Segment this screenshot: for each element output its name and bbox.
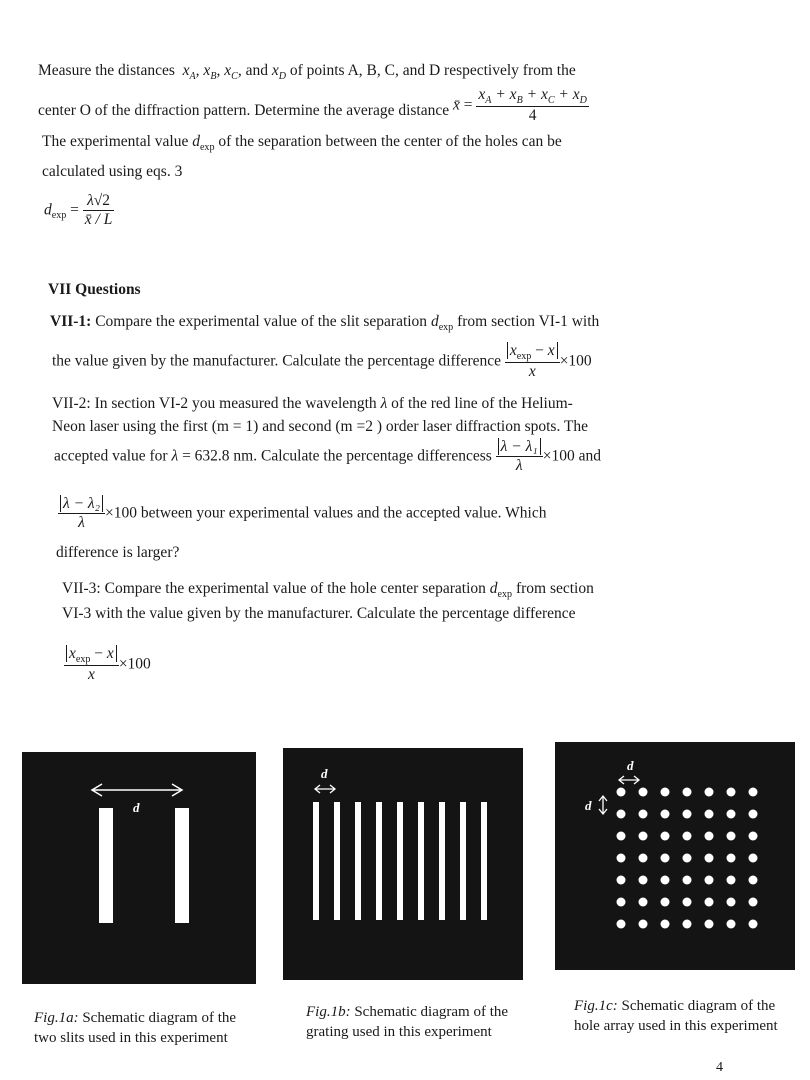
text: and: [245, 62, 268, 79]
text: accepted value for: [54, 447, 168, 465]
sub: exp: [438, 322, 454, 334]
grating-slit: [313, 802, 319, 920]
text: Compare the experimental value of the slit separation: [95, 313, 428, 330]
page-number: 4: [716, 1060, 723, 1075]
q1-line-2: [52, 342, 592, 381]
d-label: d: [321, 766, 328, 781]
hole: [617, 854, 626, 863]
hole: [683, 810, 692, 819]
times100: ×100: [118, 655, 151, 673]
lambda: λ: [171, 447, 179, 465]
xbar: x̄: [453, 96, 460, 114]
grating-slit: [397, 802, 403, 920]
hole: [749, 788, 758, 797]
hole: [639, 832, 648, 841]
hole: [617, 920, 626, 929]
sub: exp: [199, 142, 215, 154]
text: of the separation between the center of the holes can be: [218, 133, 562, 150]
sub: C: [547, 95, 555, 107]
hole: [661, 788, 670, 797]
eq: =: [463, 96, 473, 114]
hole: [705, 810, 714, 819]
hole: [727, 876, 736, 885]
hole: [661, 920, 670, 929]
figure-1c-panel: [555, 742, 795, 970]
hole: [727, 854, 736, 863]
x-over-L: x̄ / L: [84, 211, 113, 228]
figure-1a-diagram: [22, 752, 256, 984]
d-label-top: d: [627, 758, 634, 773]
hole: [661, 898, 670, 907]
math-var: x: [203, 62, 211, 79]
lambda-diff: λ − λ₁: [500, 438, 538, 455]
math-var: x: [87, 666, 95, 684]
plus: +: [495, 86, 506, 103]
q2-fraction-2: [58, 495, 105, 532]
figure-1b-panel: [283, 748, 523, 980]
hole: [661, 832, 670, 841]
sub: A: [485, 95, 492, 107]
hole: [727, 832, 736, 841]
figure-1a-caption: [34, 1008, 262, 1048]
math-var: d: [489, 580, 498, 597]
average-fraction: [476, 86, 589, 125]
lambda: λ: [380, 395, 388, 412]
equation-dexp: [44, 192, 114, 229]
para-line-2: [38, 86, 589, 125]
q1-fraction: [505, 342, 560, 381]
text: difference is larger?: [56, 544, 180, 561]
q3-line-1: [62, 580, 594, 600]
hole: [661, 876, 670, 885]
q2-line-2: [52, 418, 588, 436]
d-label-side: d: [585, 798, 592, 813]
para-line-4: [42, 163, 182, 181]
hole: [639, 788, 648, 797]
grating-slit: [418, 802, 424, 920]
times100: ×100: [559, 352, 592, 370]
text: = 632.8 nm. Calculate the percentage differencess: [182, 447, 492, 465]
caption-text: Schematic diagram of the grating used in this experiment: [306, 1004, 509, 1040]
sub: B: [210, 71, 217, 83]
hole: [617, 876, 626, 885]
figure-1c-caption: [574, 996, 800, 1036]
sub: D: [579, 95, 587, 107]
times100: ×100: [105, 504, 138, 522]
hole: [705, 920, 714, 929]
text: VII-2: In section VI-2 you measured the wavelength: [52, 395, 377, 412]
math-var: x: [528, 363, 536, 381]
q3-formula: [64, 645, 151, 684]
para-line-1: Measure the distances $x_A$, $x_B$, $x_C$, and $x_D$ of points A, B, C, and D respectively from the: [38, 62, 576, 83]
caption-title: Fig.1c:: [574, 998, 618, 1014]
hole: [705, 832, 714, 841]
hole: [727, 810, 736, 819]
grating-slit: [376, 802, 382, 920]
sub: D: [278, 71, 287, 83]
hole: [705, 876, 714, 885]
hole: [639, 898, 648, 907]
hole: [639, 876, 648, 885]
para-line-3: [42, 133, 562, 153]
math-var: x: [224, 62, 232, 79]
q2-line-5: [56, 544, 179, 562]
hole: [683, 832, 692, 841]
sub: exp: [75, 654, 91, 666]
grating-slit: [481, 802, 487, 920]
sqrt2: √2: [93, 192, 111, 209]
text: The experimental value: [42, 133, 189, 150]
hole: [683, 898, 692, 907]
hole: [639, 920, 648, 929]
grating-slit: [460, 802, 466, 920]
hole: [639, 854, 648, 863]
hole: [683, 788, 692, 797]
section-heading: VII Questions: [48, 281, 141, 298]
hole: [705, 788, 714, 797]
plus: +: [526, 86, 538, 103]
q1-line-1: [50, 313, 599, 333]
grating-slit: [355, 802, 361, 920]
math-var: x: [106, 645, 114, 662]
d-label: d: [133, 800, 140, 815]
sub: exp: [497, 589, 513, 601]
sub: B: [516, 95, 523, 107]
hole: [683, 876, 692, 885]
hole: [727, 920, 736, 929]
text: from section VI-1 with: [457, 313, 600, 330]
plus: +: [558, 86, 569, 103]
sub: exp: [51, 210, 67, 222]
math-var: x: [509, 86, 517, 103]
math-var: x: [478, 86, 486, 103]
caption-text: Schematic diagram of the two slits used in this experiment: [34, 1010, 237, 1046]
text: Measure the distances: [38, 62, 175, 79]
text: between your experimental values and the accepted value. Which: [140, 504, 547, 522]
minus: −: [94, 645, 104, 662]
denominator: 4: [528, 107, 537, 125]
hole: [661, 854, 670, 863]
text: of the red line of the Helium-: [391, 395, 573, 412]
hole: [705, 854, 714, 863]
eq: =: [70, 201, 79, 219]
text: of points A, B, C, and D respectively from the: [289, 62, 576, 79]
hole: [749, 832, 758, 841]
figure-1c-diagram: [555, 742, 795, 970]
grating-slit: [439, 802, 445, 920]
hole: [749, 898, 758, 907]
math-var: x: [572, 86, 580, 103]
hole: [749, 854, 758, 863]
hole: [749, 810, 758, 819]
q2-fraction-1: [496, 438, 543, 475]
hole: [727, 898, 736, 907]
text: the value given by the manufacturer. Calculate the percentage difference: [52, 352, 501, 370]
math-var: x: [271, 62, 279, 79]
text: Neon laser using the first (m = 1) and second (m =2 ) order laser diffraction spots. The: [52, 418, 589, 435]
lambda-diff: λ − λ₂: [63, 495, 101, 512]
math-var: d: [192, 133, 200, 150]
text: and: [578, 447, 601, 465]
slit-left: [99, 808, 113, 923]
dexp-fraction: [83, 192, 115, 229]
hole: [683, 854, 692, 863]
caption-title: Fig.1b:: [306, 1004, 351, 1020]
hole: [661, 810, 670, 819]
math-var: x: [547, 342, 555, 359]
hole: [749, 920, 758, 929]
times100: ×100: [542, 447, 575, 465]
hole: [617, 788, 626, 797]
hole: [617, 810, 626, 819]
caption-text: Schematic diagram of the hole array used in this experiment: [574, 998, 778, 1034]
hole: [617, 832, 626, 841]
sub: C: [231, 71, 238, 83]
text: VI-3 with the value given by the manufacturer. Calculate the percentage difference: [62, 605, 576, 622]
math-var: x: [540, 86, 548, 103]
math-var: x: [182, 62, 190, 79]
text: center O of the diffraction pattern. Determine the average distance: [38, 101, 450, 119]
math-var: d: [430, 313, 439, 330]
q3-line-2: [62, 605, 576, 623]
grating-slit: [334, 802, 340, 920]
q2-line-4: [58, 495, 546, 532]
text: from section: [515, 580, 594, 597]
sub: A: [189, 71, 196, 83]
figure-1a-panel: [22, 752, 256, 984]
math-var: x: [69, 645, 76, 662]
math-var: x: [509, 342, 517, 359]
hole: [639, 810, 648, 819]
lambda: λ: [78, 514, 85, 531]
minus: −: [535, 342, 544, 359]
hole: [617, 898, 626, 907]
lambda: λ: [87, 192, 94, 209]
lambda: λ: [515, 457, 523, 474]
q2-line-3: [54, 438, 601, 475]
figure-1b-caption: [306, 1002, 534, 1042]
math-var: d: [44, 201, 52, 219]
q2-line-1: [52, 395, 573, 413]
text: calculated using eqs. 3: [42, 163, 183, 180]
q3-fraction: [64, 645, 119, 684]
q1-label: VII-1:: [50, 313, 92, 330]
slit-right: [175, 808, 189, 923]
sub: exp: [516, 351, 532, 363]
hole: [705, 898, 714, 907]
text: VII-3: Compare the experimental value of the hole center separation: [62, 580, 486, 597]
hole: [749, 876, 758, 885]
hole: [727, 788, 736, 797]
figure-1b-diagram: [283, 748, 523, 980]
hole: [683, 920, 692, 929]
caption-title: Fig.1a:: [34, 1010, 79, 1026]
